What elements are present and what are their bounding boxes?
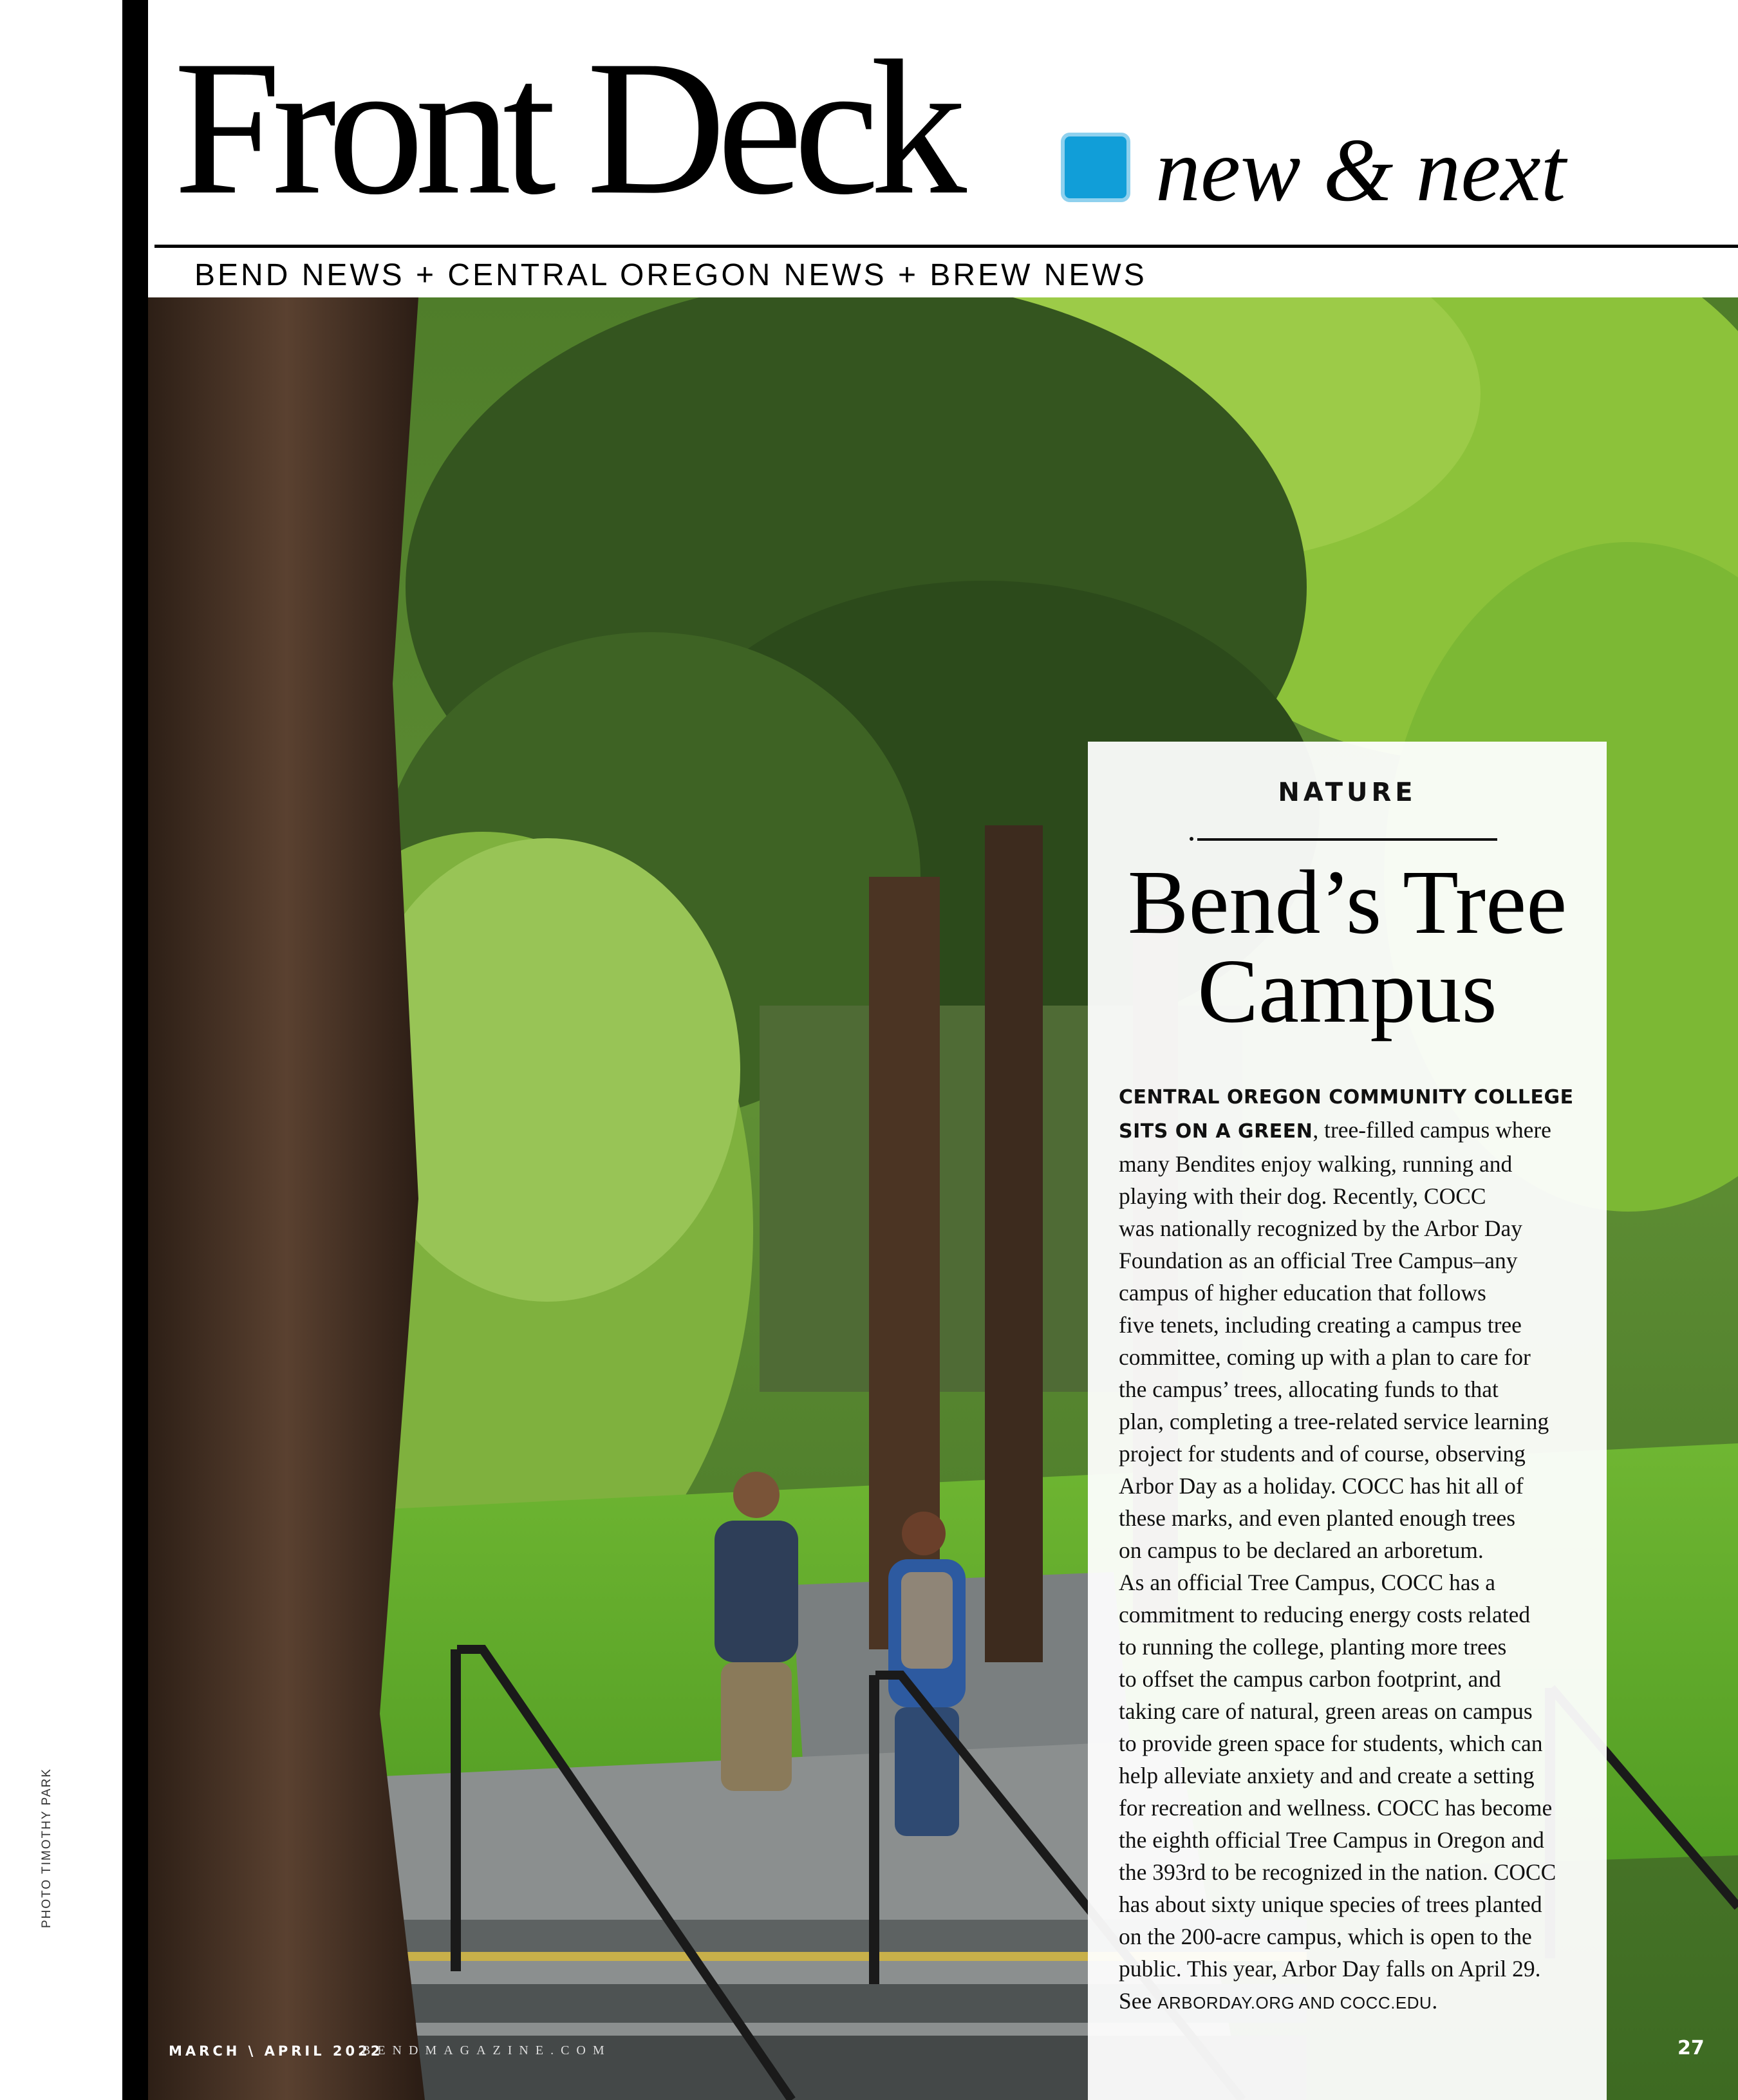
masthead-subtitle: new & next	[1155, 120, 1566, 220]
link-joiner: AND	[1294, 1993, 1340, 2012]
masthead-title: Front Deck	[174, 21, 958, 234]
body-line: campus of higher education that follows	[1119, 1280, 1486, 1306]
body-line: plan, completing a tree-related service learning	[1119, 1409, 1549, 1434]
body-line: these marks, and even planted enough trees	[1119, 1505, 1516, 1531]
body-line: to provide green space for students, which can	[1119, 1730, 1543, 1756]
body-line: five tenets, including creating a campus tree	[1119, 1312, 1522, 1338]
body-line: committee, coming up with a plan to care for	[1119, 1344, 1531, 1370]
headline-line-1: Bend’s Tree	[1127, 851, 1567, 953]
body-line: on the 200-acre campus, which is open to the	[1119, 1924, 1532, 1949]
body-line: many Bendites enjoy walking, running and	[1119, 1151, 1513, 1177]
body-line: the campus’ trees, allocating funds to that	[1119, 1376, 1499, 1402]
lead-in-line-1: CENTRAL OREGON COMMUNITY COLLEGE	[1119, 1086, 1574, 1109]
body-line: to running the college, planting more trees	[1119, 1634, 1507, 1660]
body-line: commitment to reducing energy costs related	[1119, 1602, 1531, 1627]
photo-credit: PHOTO TIMOTHY PARK	[40, 1768, 53, 1928]
body-line: for recreation and wellness. COCC has become	[1119, 1795, 1553, 1821]
article-headline	[1088, 851, 1607, 1042]
article-kicker: NATURE	[1278, 778, 1417, 807]
see-suffix: .	[1432, 1988, 1438, 2014]
body-line: As an official Tree Campus, COCC has a	[1119, 1570, 1496, 1595]
see-prefix: See	[1119, 1988, 1158, 2014]
footer-site[interactable]: BENDMAGAZINE.COM	[362, 2043, 612, 2058]
footer-issue: MARCH \ APRIL 2022	[169, 2043, 384, 2059]
kicker-rule	[1197, 838, 1497, 841]
body-line: Foundation as an official Tree Campus–any	[1119, 1248, 1518, 1273]
body-line: Arbor Day as a holiday. COCC has hit all of	[1119, 1473, 1524, 1499]
body-line: on campus to be declared an arboretum.	[1119, 1537, 1484, 1563]
section-line: BEND NEWS + CENTRAL OREGON NEWS + BREW NEWS	[194, 258, 1147, 292]
body-line: playing with their dog. Recently, COCC	[1119, 1183, 1486, 1209]
headline-line-2: Campus	[1197, 940, 1497, 1042]
body-line: project for students and of course, observing	[1119, 1441, 1526, 1467]
body-line: taking care of natural, green areas on campus	[1119, 1698, 1533, 1724]
article-body	[1119, 1082, 1589, 2019]
body-line: the eighth official Tree Campus in Oregon and	[1119, 1827, 1544, 1853]
blue-square-icon	[1061, 133, 1130, 202]
masthead-rule	[154, 245, 1738, 248]
body-line: was nationally recognized by the Arbor Day	[1119, 1215, 1522, 1241]
left-black-bar	[122, 0, 148, 2100]
body-line: help alleviate anxiety and and create a setting	[1119, 1763, 1535, 1788]
body-line: , tree-filled campus where	[1313, 1117, 1551, 1143]
page-number: 27	[1677, 2037, 1705, 2059]
lead-in-line-2: SITS ON A GREEN	[1119, 1120, 1313, 1143]
cocc-link[interactable]: COCC.EDU	[1340, 1993, 1432, 2012]
body-line: to offset the campus carbon footprint, and	[1119, 1666, 1501, 1692]
arborday-link[interactable]: ARBORDAY.ORG	[1157, 1993, 1295, 2012]
body-line: has about sixty unique species of trees planted	[1119, 1891, 1542, 1917]
body-line: the 393rd to be recognized in the nation. COCC	[1119, 1859, 1556, 1885]
article-panel	[1088, 742, 1607, 2100]
body-line: public. This year, Arbor Day falls on April 29.	[1119, 1956, 1541, 1982]
